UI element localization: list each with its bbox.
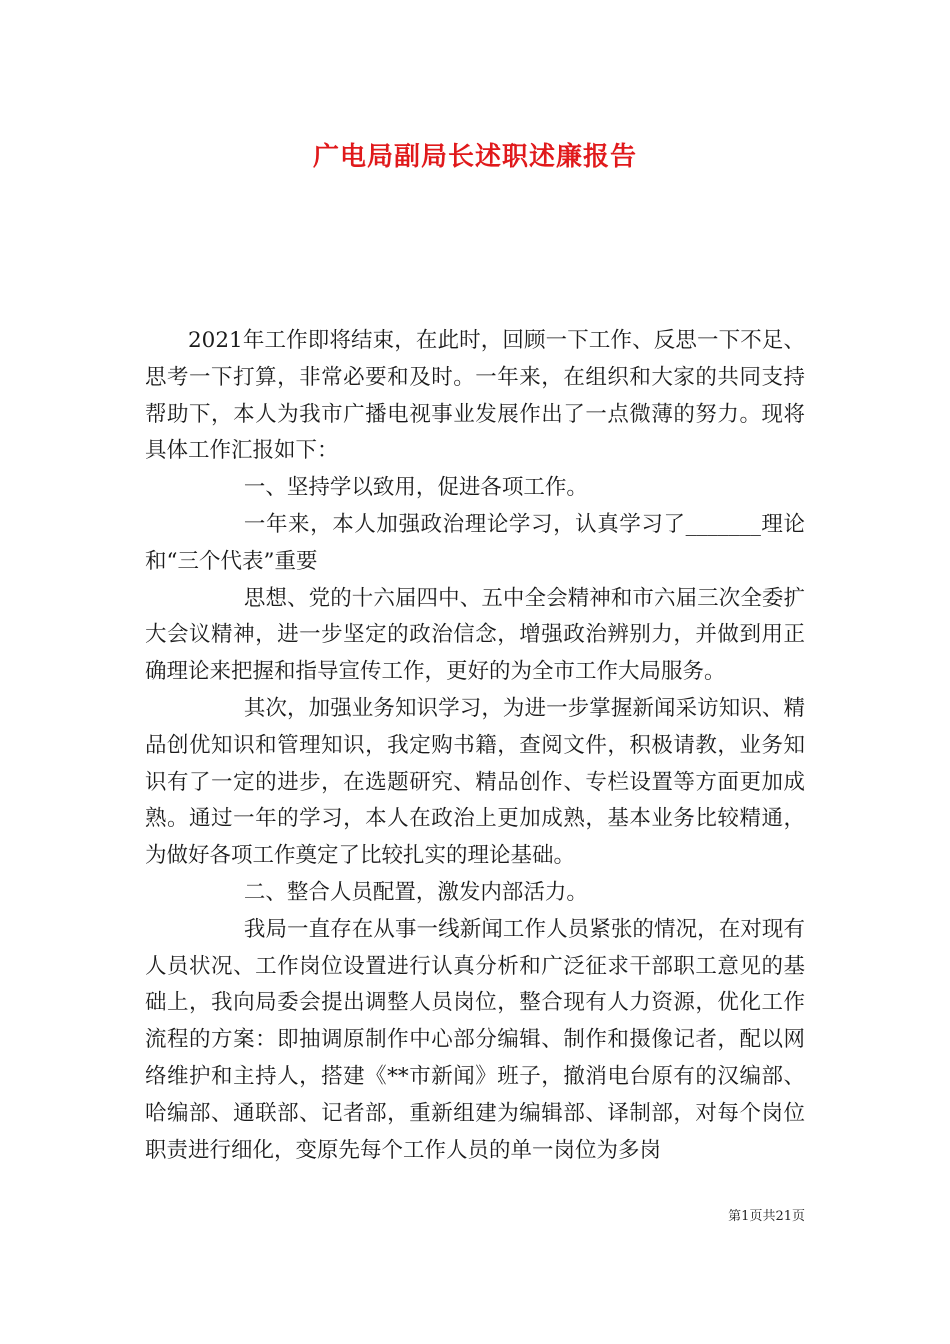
paragraph-business: 其次，加强业务知识学习，为进一步掌握新闻采访知识、精品创优知识和管理知识，我定购书籍，查阅文件，积极请教，业务知识有了一定的进步，在选题研究、精品创作、专栏设置等方面更加成熟。通过一年的学习，本人在政治上更加成熟，基本业务比较精通，为做好各项工作奠定了比较扎实的理论基础。: [145, 695, 805, 869]
section-heading-1: 一、坚持学以致用，促进各项工作。: [243, 475, 588, 501]
document-body: [145, 323, 805, 1169]
document-title: 广电局副局长述职述廉报告: [312, 142, 637, 172]
paragraph-thought: 思想、党的十六届四中、五中全会精神和市六届三次全委扩大会议精神，进一步坚定的政治信念，增强政治辨别力，并做到用正确理论来把握和指导宣传工作，更好的为全市工作大局服务。: [145, 585, 805, 685]
page-number: 第1页共21页: [728, 1209, 805, 1224]
section-heading-2: 二、整合人员配置，激发内部活力。: [243, 879, 588, 905]
paragraph-intro: 2021年工作即将结束，在此时，回顾一下工作、反思一下不足、思考一下打算，非常必要和及时。一年来，在组织和大家的共同支持帮助下，本人为我市广播电视事业发展作出了一点微薄的努力。现将具体工作汇报如下：: [145, 328, 805, 464]
paragraph-study: 一年来，本人加强政治理论学习，认真学习了_______理论和“三个代表”重要: [145, 511, 805, 574]
paragraph-staffing: 我局一直存在从事一线新闻工作人员紧张的情况，在对现有人员状况、工作岗位设置进行认真分析和广泛征求干部职工意见的基础上，我向局委会提出调整人员岗位，整合现有人力资源，优化工作流程的方案：即抽调原制作中心部分编辑、制作和摄像记者，配以网络维护和主持人，搭建《**市新闻》班子，撤消电台原有的汉编部、哈编部、通联部、记者部，重新组建为编辑部、译制部，对每个岗位职责进行细化，变原先每个工作人员的单一岗位为多岗: [145, 916, 805, 1163]
